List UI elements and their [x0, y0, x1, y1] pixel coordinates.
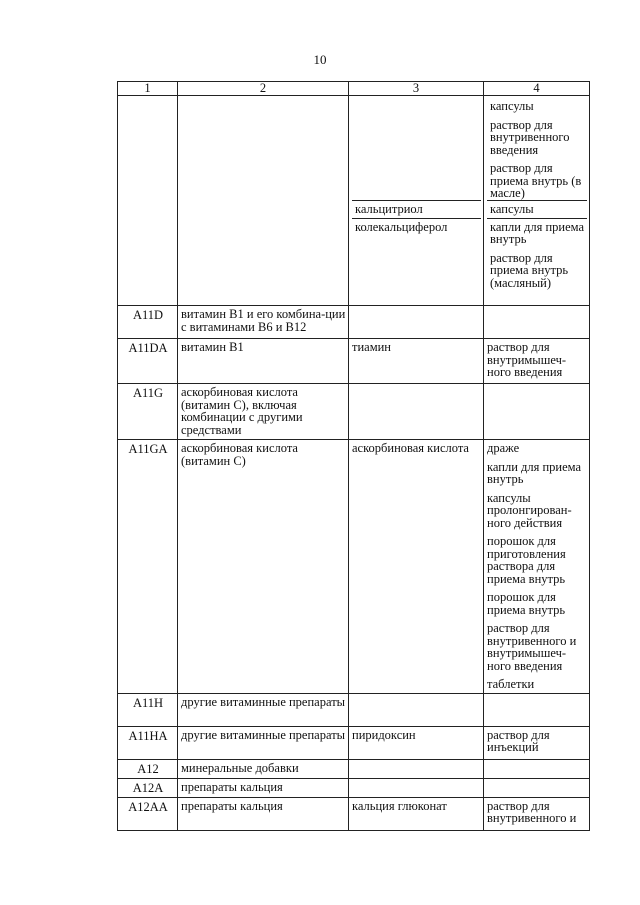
group-name: минеральные добавки: [178, 759, 349, 778]
group-name: [178, 96, 349, 306]
table-row: [118, 759, 590, 778]
atc-code: A11HA: [118, 726, 178, 759]
atc-code: A11G: [118, 384, 178, 440]
header-row: [118, 82, 590, 96]
forms-cell: [484, 96, 590, 306]
group-name: аскорбиновая кислота (витамин C): [178, 440, 349, 694]
substance-name: аскорбиновая кислота: [349, 440, 484, 694]
header-col-2: 2: [178, 82, 349, 96]
forms-list: [484, 726, 590, 759]
atc-code: A12AA: [118, 797, 178, 830]
drug-table: [117, 81, 590, 831]
forms-list: [484, 778, 590, 797]
table-row: [118, 797, 590, 830]
forms-list: [484, 339, 590, 384]
forms-list: [484, 384, 590, 440]
table-row: [118, 306, 590, 339]
dosage-form: драже: [487, 441, 520, 455]
atc-code: A11GA: [118, 440, 178, 694]
group-name: аскорбиновая кислота (витамин C), включая комбинации с другими средствами: [178, 384, 349, 440]
forms-list: [484, 306, 590, 339]
atc-code: A11D: [118, 306, 178, 339]
dosage-form: капсулы пролонгирован-ного действия: [487, 490, 572, 530]
forms-list: [484, 797, 590, 830]
header-col-1: 1: [118, 82, 178, 96]
atc-code: A12A: [118, 778, 178, 797]
dosage-form: раствор для внутривенного и: [487, 798, 577, 825]
forms-list: [484, 440, 590, 694]
atc-code: A12: [118, 759, 178, 778]
dosage-form: раствор для внутривенного введения: [490, 117, 570, 157]
table-row: [118, 96, 590, 306]
substance-name: пиридоксин: [349, 726, 484, 759]
dosage-form: капли для приема внутрь: [487, 459, 582, 486]
atc-code: A11DA: [118, 339, 178, 384]
dosage-form: раствор для внутримышеч-ного введения: [487, 340, 567, 379]
substance-name: [349, 759, 484, 778]
group-name: препараты кальция: [178, 797, 349, 830]
group-name: другие витаминные препараты: [178, 726, 349, 759]
substance-name: [349, 384, 484, 440]
substance-name: тиамин: [349, 339, 484, 384]
forms-list: [484, 693, 590, 726]
dosage-form: таблетки: [487, 677, 535, 691]
table-row: [118, 384, 590, 440]
group-name: препараты кальция: [178, 778, 349, 797]
table-row: [118, 339, 590, 384]
dosage-form: порошок для приема внутрь: [487, 590, 566, 617]
substance-spacer: [352, 98, 481, 200]
group-name: витамин B1 и его комбина-ции с витаминами B6 и B12: [178, 306, 349, 339]
atc-code: [118, 96, 178, 306]
group-name: другие витаминные препараты: [178, 693, 349, 726]
substance-cell: [349, 96, 484, 306]
dosage-form: раствор для инъекций: [487, 727, 550, 754]
dosage-form: порошок для приготовления раствора для приема внутрь: [487, 534, 566, 586]
dosage-form: капсулы: [490, 99, 534, 113]
dosage-form: раствор для приема внутрь (в масле): [490, 161, 582, 200]
header-col-4: 4: [484, 82, 590, 96]
forms-list: [487, 98, 587, 200]
table-row: [118, 440, 590, 694]
substance-name: [349, 306, 484, 339]
table-row: [118, 778, 590, 797]
group-name: витамин B1: [178, 339, 349, 384]
page-number: 10: [313, 52, 327, 67]
substance-name: кальция глюконат: [349, 797, 484, 830]
forms-list: [484, 759, 590, 778]
dosage-form: капли для приема внутрь: [490, 219, 585, 246]
dosage-form: раствор для внутривенного и внутримышеч-ного введения: [487, 621, 577, 673]
substance-name: колекальциферол: [352, 218, 481, 236]
substance-name: [349, 778, 484, 797]
substance-name: кальцитриол: [352, 200, 481, 218]
dosage-form: капсулы: [487, 200, 587, 218]
table-row: [118, 726, 590, 759]
forms-list: [487, 218, 587, 292]
dosage-form: раствор для приема внутрь (масляный): [490, 250, 569, 290]
table-row: [118, 693, 590, 726]
substance-name: [349, 693, 484, 726]
header-col-3: 3: [349, 82, 484, 96]
atc-code: A11H: [118, 693, 178, 726]
